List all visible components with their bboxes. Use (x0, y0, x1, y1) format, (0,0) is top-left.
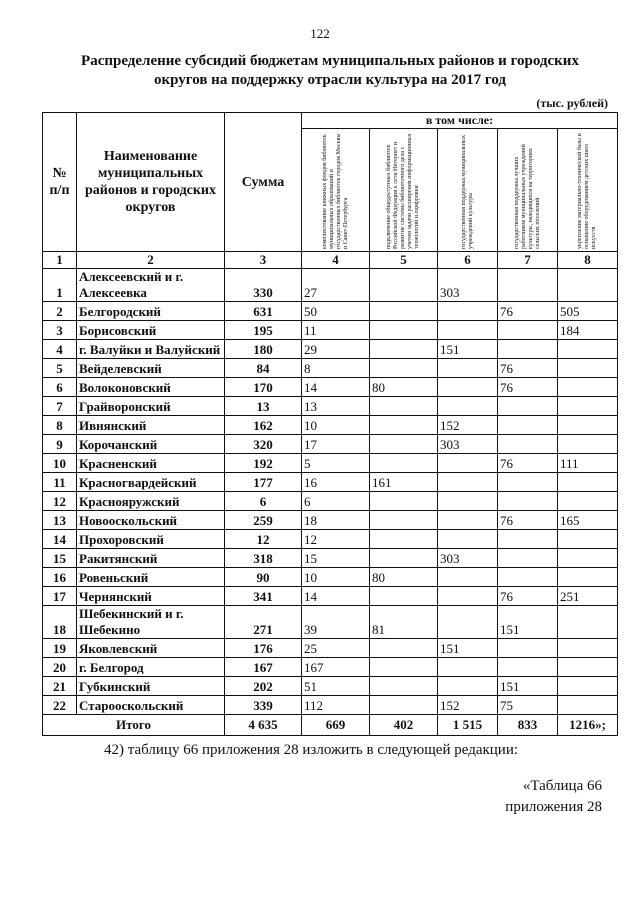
row-number: 22 (43, 696, 77, 715)
district-name: Губкинский (77, 677, 225, 696)
table-row (43, 340, 618, 359)
row-sum: 167 (225, 658, 302, 677)
col-number: 3 (225, 252, 302, 269)
value-col-4: 17 (302, 435, 370, 454)
value-col-8 (558, 359, 618, 378)
value-col-4: 8 (302, 359, 370, 378)
value-col-7: 76 (498, 454, 558, 473)
row-sum: 180 (225, 340, 302, 359)
row-number: 15 (43, 549, 77, 568)
table-reference-line-1: «Таблица 66 (522, 778, 602, 794)
table-row (43, 658, 618, 677)
row-sum: 177 (225, 473, 302, 492)
value-col-7 (498, 473, 558, 492)
value-col-7: 151 (498, 677, 558, 696)
value-col-6: 303 (438, 435, 498, 454)
row-number: 6 (43, 378, 77, 397)
district-name: Новооскольский (77, 511, 225, 530)
value-col-5 (370, 696, 438, 715)
row-sum: 320 (225, 435, 302, 454)
district-name: Красненский (77, 454, 225, 473)
value-col-7 (498, 340, 558, 359)
col-number: 6 (438, 252, 498, 269)
value-col-4: 10 (302, 416, 370, 435)
value-col-7: 151 (498, 606, 558, 639)
district-name: Прохоровский (77, 530, 225, 549)
header-row (43, 113, 618, 129)
row-number: 10 (43, 454, 77, 473)
header-no: № п/п (43, 113, 77, 252)
value-col-8 (558, 378, 618, 397)
row-sum: 90 (225, 568, 302, 587)
table-row (43, 359, 618, 378)
district-name: Ровеньский (77, 568, 225, 587)
col-number: 5 (370, 252, 438, 269)
table-row (43, 321, 618, 340)
value-col-6: 303 (438, 269, 498, 302)
row-sum: 6 (225, 492, 302, 511)
value-col-7 (498, 530, 558, 549)
value-col-4: 16 (302, 473, 370, 492)
row-sum: 631 (225, 302, 302, 321)
value-col-5: 80 (370, 568, 438, 587)
subheader-col-8 (558, 129, 618, 252)
row-number: 17 (43, 587, 77, 606)
row-number: 9 (43, 435, 77, 454)
value-col-4: 6 (302, 492, 370, 511)
district-name: Грайворонский (77, 397, 225, 416)
table-row (43, 568, 618, 587)
subheader-col-5-text: подключение общедоступных библиотек Российской Федерации к сети Интернет и развитие системы библиотечного дела с учетом задачи расширения информационных технологий и оцифровки (386, 133, 420, 249)
value-col-7 (498, 492, 558, 511)
table-row (43, 435, 618, 454)
row-number: 7 (43, 397, 77, 416)
district-name: Старооскольский (77, 696, 225, 715)
table-reference (505, 776, 602, 818)
value-col-6 (438, 677, 498, 696)
subheader-col-4-text: комплектование книжных фондов библиотек муниципальных образований и государственных библиотек городов Москвы и Санкт-Петербурга (321, 133, 349, 249)
value-col-6: 151 (438, 639, 498, 658)
value-col-4: 5 (302, 454, 370, 473)
district-name: г. Белгород (77, 658, 225, 677)
table-body (43, 269, 618, 715)
value-col-6: 152 (438, 696, 498, 715)
total-sum: 4 635 (225, 715, 302, 736)
value-col-7 (498, 269, 558, 302)
value-col-6 (438, 587, 498, 606)
row-sum: 330 (225, 269, 302, 302)
value-col-7: 75 (498, 696, 558, 715)
total-row (43, 715, 618, 736)
value-col-6 (438, 568, 498, 587)
row-number: 5 (43, 359, 77, 378)
row-sum: 318 (225, 549, 302, 568)
row-number: 13 (43, 511, 77, 530)
value-col-4: 27 (302, 269, 370, 302)
table-row (43, 639, 618, 658)
value-col-6 (438, 321, 498, 340)
value-col-8 (558, 658, 618, 677)
value-col-4: 25 (302, 639, 370, 658)
row-sum: 12 (225, 530, 302, 549)
district-name: Шебекинский и г. Шебекино (77, 606, 225, 639)
value-col-7: 76 (498, 302, 558, 321)
table-row (43, 473, 618, 492)
value-col-4: 50 (302, 302, 370, 321)
row-number: 11 (43, 473, 77, 492)
value-col-4: 112 (302, 696, 370, 715)
row-number: 21 (43, 677, 77, 696)
header-name: Наименование муниципальных районов и городских округов (77, 113, 225, 252)
amendment-text: 42) таблицу 66 приложения 28 изложить в следующей редакции: (104, 742, 519, 758)
value-col-6 (438, 473, 498, 492)
subheader-col-7 (498, 129, 558, 252)
row-number: 20 (43, 658, 77, 677)
value-col-6: 151 (438, 340, 498, 359)
subheader-col-6-text: государственная поддержка муниципальных учреждений культуры (460, 135, 474, 249)
subheader-col-7-text: государственная поддержка лучших работников муниципальных учреждений культуры, находящихся на территориях сельских поселений (513, 144, 541, 249)
value-col-8 (558, 677, 618, 696)
district-name: Корочанский (77, 435, 225, 454)
value-col-5 (370, 587, 438, 606)
value-col-5 (370, 359, 438, 378)
value-col-6: 152 (438, 416, 498, 435)
value-col-5: 81 (370, 606, 438, 639)
value-col-6 (438, 492, 498, 511)
title-line-2: округов на поддержку отрасли культура на 2017 год (153, 72, 507, 88)
value-col-4: 13 (302, 397, 370, 416)
value-col-6: 303 (438, 549, 498, 568)
district-name: Волоконовский (77, 378, 225, 397)
row-number: 3 (43, 321, 77, 340)
header-sum: Сумма (225, 113, 302, 252)
row-sum: 341 (225, 587, 302, 606)
row-number: 1 (43, 269, 77, 302)
value-col-7 (498, 639, 558, 658)
row-number: 4 (43, 340, 77, 359)
col-number: 1 (43, 252, 77, 269)
value-col-8 (558, 568, 618, 587)
value-col-8 (558, 269, 618, 302)
value-col-4: 15 (302, 549, 370, 568)
subheader-col-4 (302, 129, 370, 252)
value-col-4: 51 (302, 677, 370, 696)
header-including: в том числе: (302, 113, 618, 129)
col-number: 4 (302, 252, 370, 269)
value-col-4: 10 (302, 568, 370, 587)
value-col-6 (438, 397, 498, 416)
value-col-8 (558, 530, 618, 549)
table-row (43, 696, 618, 715)
value-col-4: 11 (302, 321, 370, 340)
value-col-8 (558, 416, 618, 435)
row-sum: 170 (225, 378, 302, 397)
value-col-8 (558, 549, 618, 568)
row-sum: 84 (225, 359, 302, 378)
table-reference-line-2: приложения 28 (505, 799, 602, 815)
value-col-6 (438, 606, 498, 639)
value-col-6 (438, 378, 498, 397)
value-col-5 (370, 658, 438, 677)
row-sum: 192 (225, 454, 302, 473)
value-col-5: 80 (370, 378, 438, 397)
value-col-6 (438, 530, 498, 549)
subsidy-table (42, 112, 618, 736)
value-col-7 (498, 568, 558, 587)
table-row (43, 606, 618, 639)
value-col-4: 14 (302, 378, 370, 397)
value-col-8 (558, 435, 618, 454)
title-line-1: Распределение субсидий бюджетам муниципальных районов и городских (81, 53, 579, 69)
col-number: 2 (77, 252, 225, 269)
value-col-5 (370, 302, 438, 321)
value-col-6 (438, 302, 498, 321)
value-col-8 (558, 696, 618, 715)
district-name: Красногвардейский (77, 473, 225, 492)
value-col-6 (438, 658, 498, 677)
value-col-8: 184 (558, 321, 618, 340)
value-col-5: 161 (370, 473, 438, 492)
table-row (43, 511, 618, 530)
value-col-5 (370, 397, 438, 416)
value-col-4: 18 (302, 511, 370, 530)
row-number: 8 (43, 416, 77, 435)
value-col-5 (370, 530, 438, 549)
district-name: Ракитянский (77, 549, 225, 568)
row-sum: 176 (225, 639, 302, 658)
total-col-4: 669 (302, 715, 370, 736)
table-row (43, 397, 618, 416)
district-name: Ивнянский (77, 416, 225, 435)
total-col-7: 833 (498, 715, 558, 736)
row-sum: 271 (225, 606, 302, 639)
district-name: Яковлевский (77, 639, 225, 658)
value-col-5 (370, 677, 438, 696)
row-number: 14 (43, 530, 77, 549)
value-col-4: 39 (302, 606, 370, 639)
column-number-row (43, 252, 618, 269)
value-col-7 (498, 416, 558, 435)
value-col-5 (370, 492, 438, 511)
table-row (43, 530, 618, 549)
total-col-5: 402 (370, 715, 438, 736)
value-col-5 (370, 416, 438, 435)
row-sum: 195 (225, 321, 302, 340)
value-col-7 (498, 435, 558, 454)
value-col-8: 111 (558, 454, 618, 473)
row-sum: 162 (225, 416, 302, 435)
value-col-7: 76 (498, 511, 558, 530)
table-row (43, 302, 618, 321)
value-col-8 (558, 492, 618, 511)
table-row (43, 454, 618, 473)
row-number: 12 (43, 492, 77, 511)
value-col-7: 76 (498, 587, 558, 606)
subheader-col-5 (370, 129, 438, 252)
district-name: Белгородский (77, 302, 225, 321)
value-col-8 (558, 397, 618, 416)
district-name: Борисовский (77, 321, 225, 340)
value-col-7: 76 (498, 378, 558, 397)
table-row (43, 492, 618, 511)
value-col-6 (438, 511, 498, 530)
row-sum: 339 (225, 696, 302, 715)
value-col-4: 14 (302, 587, 370, 606)
total-label: Итого (43, 715, 225, 736)
value-col-4: 12 (302, 530, 370, 549)
row-number: 18 (43, 606, 77, 639)
value-col-5 (370, 321, 438, 340)
value-col-7 (498, 549, 558, 568)
value-col-8: 165 (558, 511, 618, 530)
subheader-col-8-text: укрепление материально-технической базы и оснащение оборудованием детских школ искусств (577, 133, 598, 249)
value-col-8 (558, 473, 618, 492)
value-col-7 (498, 397, 558, 416)
row-number: 19 (43, 639, 77, 658)
units-label: (тыс. рублей) (536, 96, 608, 110)
page-number: 122 (310, 26, 330, 41)
value-col-8 (558, 340, 618, 359)
district-name: г. Валуйки и Валуйский (77, 340, 225, 359)
value-col-5 (370, 340, 438, 359)
document-title (40, 52, 620, 90)
value-col-5 (370, 549, 438, 568)
row-sum: 259 (225, 511, 302, 530)
value-col-8: 505 (558, 302, 618, 321)
district-name: Вейделевский (77, 359, 225, 378)
row-number: 2 (43, 302, 77, 321)
table-row (43, 549, 618, 568)
value-col-5 (370, 511, 438, 530)
district-name: Чернянский (77, 587, 225, 606)
col-number: 7 (498, 252, 558, 269)
row-sum: 202 (225, 677, 302, 696)
district-name: Краснояружский (77, 492, 225, 511)
value-col-7 (498, 321, 558, 340)
value-col-6 (438, 454, 498, 473)
table-row (43, 269, 618, 302)
value-col-5 (370, 454, 438, 473)
row-number: 16 (43, 568, 77, 587)
table-row (43, 587, 618, 606)
total-col-8: 1216»; (558, 715, 618, 736)
value-col-5 (370, 269, 438, 302)
value-col-4: 167 (302, 658, 370, 677)
subheader-col-6 (438, 129, 498, 252)
value-col-8 (558, 606, 618, 639)
value-col-7: 76 (498, 359, 558, 378)
value-col-5 (370, 639, 438, 658)
value-col-7 (498, 658, 558, 677)
row-sum: 13 (225, 397, 302, 416)
value-col-8: 251 (558, 587, 618, 606)
table-row (43, 677, 618, 696)
col-number: 8 (558, 252, 618, 269)
district-name: Алексеевский и г. Алексеевка (77, 269, 225, 302)
table-row (43, 378, 618, 397)
value-col-5 (370, 435, 438, 454)
value-col-6 (438, 359, 498, 378)
value-col-4: 29 (302, 340, 370, 359)
total-col-6: 1 515 (438, 715, 498, 736)
value-col-8 (558, 639, 618, 658)
table-row (43, 416, 618, 435)
